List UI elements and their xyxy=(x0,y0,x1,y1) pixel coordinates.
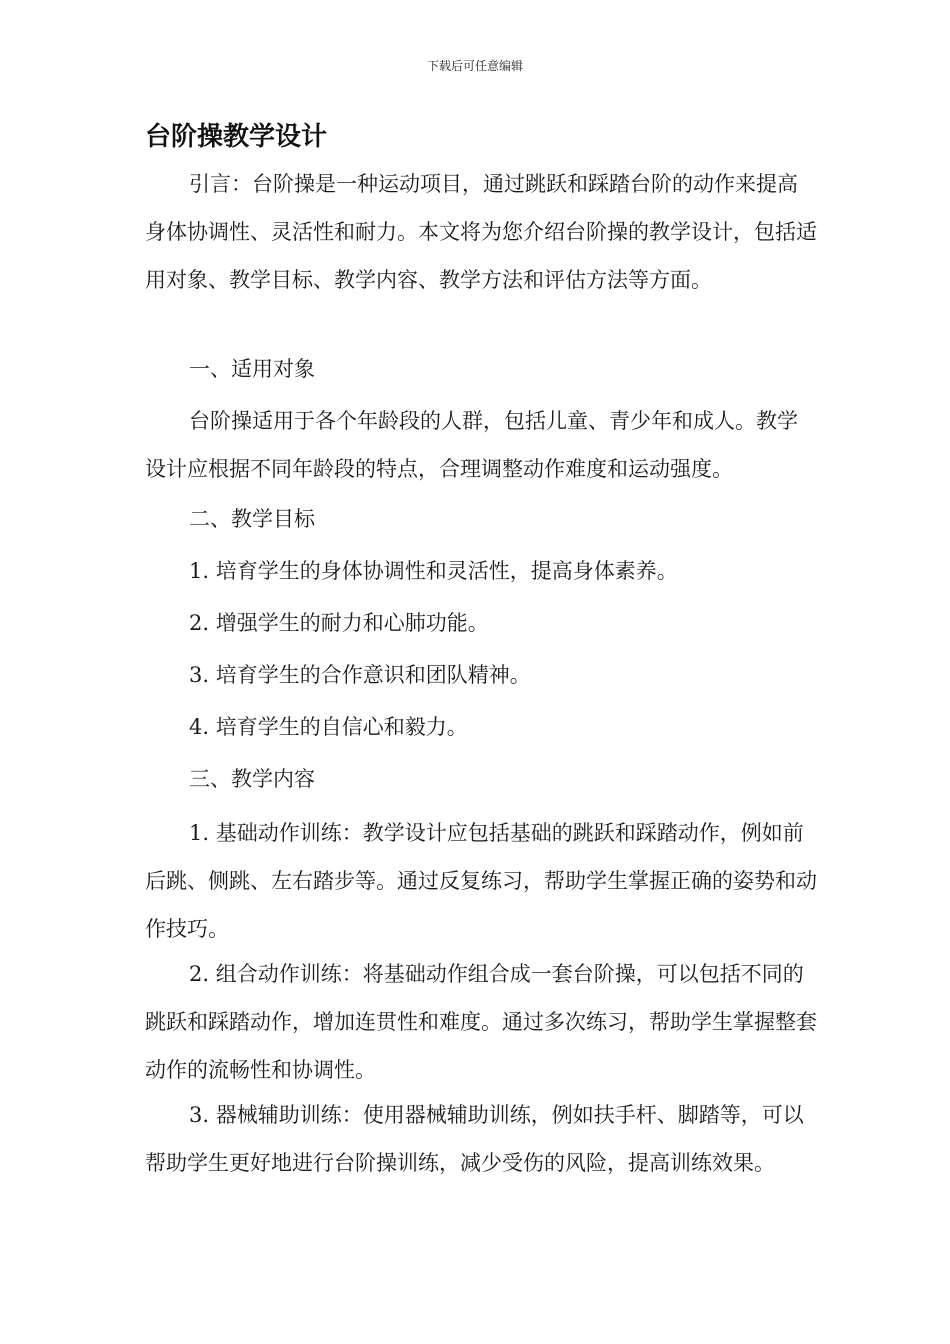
content-item: 1. 基础动作训练：教学设计应包括基础的跳跃和踩踏动作，例如前后跳、侧跳、左右踏步等。通过反复练习，帮助学生掌握正确的姿势和动作技巧。 xyxy=(145,821,817,941)
section-2-item-4-wrap xyxy=(145,703,817,751)
section-2-heading: 二、教学目标 xyxy=(189,507,315,531)
section-3-item-2-wrap xyxy=(145,950,817,1094)
intro-paragraph: 引言：台阶操是一种运动项目，通过跳跃和踩踏台阶的动作来提高身体协调性、灵活性和耐力。本文将为您介绍台阶操的教学设计，包括适用对象、教学目标、教学内容、教学方法和评估方法等方面。 xyxy=(145,172,817,292)
content-item: 3. 器械辅助训练：使用器械辅助训练，例如扶手杆、脚踏等，可以帮助学生更好地进行台阶操训练，减少受伤的风险，提高训练效果。 xyxy=(145,1103,804,1175)
goal-item: 2. 增强学生的耐力和心肺功能。 xyxy=(189,611,489,635)
section-3 xyxy=(145,755,817,803)
section-1-body: 台阶操适用于各个年龄段的人群，包括儿童、青少年和成人。教学设计应根据不同年龄段的特点，合理调整动作难度和运动强度。 xyxy=(145,409,798,481)
header-note: 下载后可任意编辑 xyxy=(426,59,523,73)
section-3-item-3-wrap xyxy=(145,1091,817,1187)
goal-item: 1. 培育学生的身体协调性和灵活性，提高身体素养。 xyxy=(189,559,678,583)
section-2 xyxy=(145,495,817,543)
section-1-body-wrap xyxy=(145,397,817,493)
document-body xyxy=(145,160,817,304)
section-1 xyxy=(145,345,817,393)
content-item: 2. 组合动作训练：将基础动作组合成一套台阶操，可以包括不同的跳跃和踩踏动作，增加连贯性和难度。通过多次练习，帮助学生掌握整套动作的流畅性和协调性。 xyxy=(145,962,817,1082)
section-2-item-3-wrap xyxy=(145,651,817,699)
section-3-heading: 三、教学内容 xyxy=(189,767,315,791)
goal-item: 3. 培育学生的合作意识和团队精神。 xyxy=(189,663,531,687)
section-1-heading: 一、适用对象 xyxy=(189,357,315,381)
document-title: 台阶操教学设计 xyxy=(145,122,328,152)
section-3-item-1-wrap xyxy=(145,809,817,953)
goal-item: 4. 培育学生的自信心和毅力。 xyxy=(189,715,468,739)
section-2-item-1-wrap xyxy=(145,547,817,595)
section-2-item-2-wrap xyxy=(145,599,817,647)
